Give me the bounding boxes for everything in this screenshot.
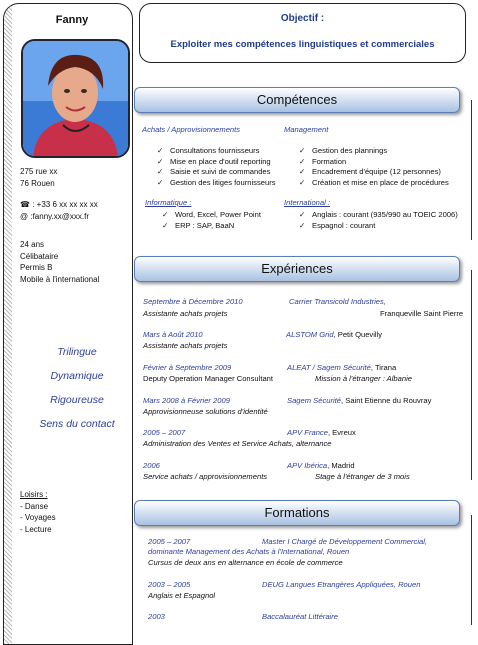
- intl-list: [299, 210, 458, 231]
- exp-role: Administration des Ventes et Service Achats, alternance: [143, 439, 332, 448]
- list-item: ✓ ERP : SAP, BaaN: [162, 221, 261, 232]
- competences-heading: Compétences: [134, 87, 460, 113]
- section-rule: [471, 100, 472, 240]
- sidebar: [3, 3, 133, 645]
- hobby-item: - Danse: [20, 501, 49, 511]
- hobby-item: - Voyages: [20, 513, 56, 522]
- exp-mission: Mission à l'étranger : Albanie: [315, 374, 412, 383]
- formation-title: DEUG Langues Etrangères Appliquées, Rouen: [262, 580, 421, 589]
- quality-item: Rigoureuse: [50, 394, 104, 406]
- list-item: ✓ Encadrement d'équipe (12 personnes): [299, 167, 449, 178]
- exp-place: , Saint Etienne du Rouvray: [341, 396, 432, 405]
- management-title: Management: [284, 125, 329, 134]
- formation-title: Baccalauréat Littéraire: [262, 612, 338, 621]
- personal-age: 24 ans: [20, 240, 45, 249]
- formation-title-cont: dominante Management des Achats à l'International, Rouen: [148, 547, 350, 556]
- profile-photo: [21, 39, 130, 158]
- exp-place: , Tirana: [370, 363, 397, 372]
- exp-date: 2005 – 2007: [143, 428, 186, 437]
- list-item: ✓ Création et mise en place de procédures: [299, 178, 449, 189]
- exp-role: Service achats / approvisionnements: [143, 472, 268, 481]
- list-item: ✓ Gestion des litiges fournisseurs: [157, 178, 276, 189]
- address-line: 76 Rouen: [20, 178, 55, 188]
- email-address: :fanny.xx@xxx.fr: [30, 211, 90, 221]
- personal-status: Célibataire: [20, 251, 59, 261]
- objective-box: [139, 3, 466, 63]
- exp-company: Sagem Sécurité: [287, 396, 342, 405]
- exp-company: APV Ibérica: [287, 461, 328, 470]
- phone-number: : +33 6 xx xx xx xx: [32, 200, 98, 209]
- exp-company: ALSTOM Grid: [286, 330, 334, 339]
- achats-title: Achats / Approvisionnements: [142, 125, 241, 134]
- formations-heading: Formations: [134, 500, 460, 526]
- exp-date: Février à Septembre 2009: [143, 363, 232, 372]
- personal-licence: Permis B: [20, 263, 53, 272]
- sidebar-stripe: [4, 4, 12, 644]
- hobby-item: - Lecture: [20, 524, 52, 534]
- exp-place: , Madrid: [327, 461, 355, 470]
- exp-location: Franqueville Saint Pierre: [380, 309, 464, 318]
- list-item: ✓ Anglais : courant (935/990 au TOEIC 2006): [299, 210, 458, 221]
- formation-date: 2003: [148, 612, 165, 621]
- list-item: ✓ Consultations fournisseurs: [157, 146, 276, 157]
- formation-detail: Cursus de deux ans en alternance en école de commerce: [148, 558, 343, 567]
- info-list: [162, 210, 261, 231]
- exp-date: Mars 2008 à Février 2009: [143, 396, 230, 405]
- at-icon: @: [20, 211, 29, 221]
- objective-title: Objectif :: [280, 13, 325, 24]
- address-line: 275 rue xx: [20, 167, 58, 176]
- exp-company: ALEAT / Sagem Sécurité: [287, 363, 371, 372]
- list-item: ✓ Espagnol : courant: [299, 221, 458, 232]
- section-rule: [471, 270, 472, 480]
- exp-mission: Stage à l'étranger de 3 mois: [315, 472, 410, 481]
- quality-item: Trilingue: [57, 346, 97, 358]
- list-item: ✓ Mise en place d'outil reporting: [157, 157, 276, 168]
- exp-role: Approvisionneuse solutions d'identité: [143, 407, 268, 416]
- achats-list: [157, 146, 276, 188]
- candidate-name: Fanny: [55, 14, 89, 26]
- list-item: ✓ Word, Excel, Power Point: [162, 210, 261, 221]
- exp-date: Mars à Août 2010: [143, 330, 203, 339]
- exp-place: , Petit Quevilly: [333, 330, 383, 339]
- objective-text: Exploiter mes compétences linguistiques et commerciales: [170, 39, 435, 50]
- list-item: ✓ Gestion des plannings: [299, 146, 449, 157]
- exp-company: Carrier Transicold Industries,: [289, 297, 386, 306]
- exp-role: Deputy Operation Manager Consultant: [143, 374, 274, 383]
- exp-role: Assistante achats projets: [143, 309, 228, 318]
- formation-detail: Anglais et Espagnol: [148, 591, 216, 600]
- formation-title: Master I Chargé de Développement Commercial,: [262, 537, 428, 546]
- quality-item: Dynamique: [50, 370, 104, 382]
- exp-role: Assistante achats projets: [143, 341, 228, 350]
- info-title: Informatique :: [145, 198, 192, 207]
- list-item: ✓ Saisie et suivi de commandes: [157, 167, 276, 178]
- personal-mobility: Mobile à l'international: [20, 274, 100, 284]
- exp-place: , Evreux: [327, 428, 356, 437]
- formation-date: 2003 – 2005: [148, 580, 191, 589]
- exp-date: Septembre à Décembre 2010: [143, 297, 243, 306]
- hobbies-title: Loisirs :: [20, 490, 48, 499]
- exp-company: APV France: [287, 428, 328, 437]
- exp-date: 2006: [143, 461, 160, 470]
- section-rule: [471, 515, 472, 625]
- intl-title: International :: [284, 198, 331, 207]
- formation-date: 2005 – 2007: [148, 537, 191, 546]
- management-list: [299, 146, 449, 188]
- list-item: ✓ Formation: [299, 157, 449, 168]
- phone-icon: ☎: [20, 200, 30, 209]
- experiences-heading: Expériences: [134, 256, 460, 282]
- quality-item: Sens du contact: [39, 418, 115, 430]
